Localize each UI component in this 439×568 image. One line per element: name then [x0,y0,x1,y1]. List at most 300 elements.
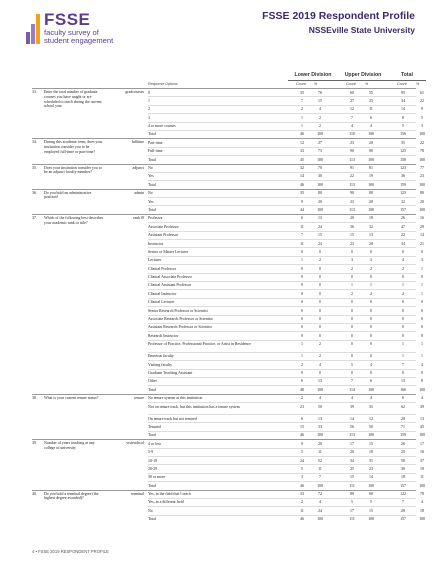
question-variable: fulltime [131,140,144,145]
count-cell: 0 [301,325,303,330]
percent-cell: 29 [420,224,424,229]
question-variable: admin [134,190,144,195]
count-cell: 0 [402,333,404,338]
table-row [148,353,423,361]
logo-bars-icon [26,14,40,44]
percent-cell: 25 [369,98,373,103]
count-cell: 0 [402,317,404,322]
question-block [32,214,425,394]
response-option: 10-19 [148,458,158,463]
question-block [32,138,425,163]
response-option: Total [148,517,156,522]
percent-cell: 4 [370,124,372,129]
count-cell: 46 [300,132,304,137]
count-cell: 0 [301,300,303,305]
percent-cell: 27 [318,140,322,145]
count-cell: 30 [401,466,405,471]
count-cell: 0 [301,371,303,375]
table-row [148,395,423,403]
count-cell: 12 [350,107,354,112]
response-option: No tenure system at this institution [148,396,203,401]
response-option: 4 or less [148,441,161,446]
table-row [148,491,424,499]
table-row [148,206,425,213]
percent-cell: 0 [421,317,423,322]
table-row [148,415,424,423]
count-cell: 23 [300,404,304,409]
percent-cell: 21 [420,241,424,246]
table-row [148,190,424,198]
percent-cell: 15 [369,441,373,446]
count-cell: 0 [301,317,303,322]
institution-name: NSSEville State University [308,25,415,35]
subheader-count: Count [346,82,356,86]
count-cell: 27 [350,98,354,103]
table-row [148,386,425,393]
table-row [148,516,425,523]
percent-cell: 100 [317,207,323,212]
count-cell: 7 [351,379,353,384]
count-cell: 47 [401,224,405,229]
percent-cell: 18 [369,450,373,455]
count-cell: 26 [401,216,405,221]
response-option: Tenured [148,424,161,429]
question-text: Do you hold a terminal degree (the highest degree awarded)? [44,491,99,501]
question-text: Which of the following best describes your academic rank or title? [44,215,104,225]
count-cell: 0 [301,283,303,288]
count-cell: 60 [350,90,354,95]
count-cell: 62 [401,404,405,409]
response-option: Total [148,182,156,187]
percent-cell: 19 [420,466,424,471]
count-cell: 0 [351,342,353,347]
table-row [148,499,423,507]
table-row [148,440,424,448]
count-cell: 3 [301,475,303,480]
question-block [32,439,425,489]
count-cell: 5 [301,466,303,471]
table-row [148,282,423,290]
count-cell: 1 [301,342,303,347]
response-option: Lecturer [148,258,162,263]
count-cell: 36 [401,174,405,179]
question-block [32,88,425,138]
response-option: Other [148,379,157,384]
count-cell: 23 [350,199,354,204]
count-cell: 9 [301,199,303,204]
page-footer: 4 • FSSE 2019 RESPONDENT PROFILE [32,549,109,554]
percent-cell: 4 [319,107,321,112]
percent-cell: 24 [318,508,322,513]
count-cell: 46 [300,517,304,522]
percent-cell: 4 [421,500,423,505]
count-cell: 4 [402,258,404,263]
count-cell: 2 [301,396,303,401]
percent-cell: 100 [419,132,425,137]
percent-cell: 2 [319,342,321,347]
count-cell: 14 [350,416,354,421]
response-option: No [148,166,153,171]
response-option: Professor [148,216,163,221]
percent-cell: 0 [421,275,423,280]
table-row [148,165,424,173]
count-cell: 0 [351,371,353,375]
percent-cell: 37 [420,458,424,463]
table-row [148,198,424,206]
table-row [148,148,424,156]
percent-cell: 11 [369,107,373,112]
percent-cell: 0 [370,371,372,375]
percent-cell: 100 [317,517,323,522]
percent-cell: 0 [319,333,321,338]
count-cell: 7 [402,362,404,367]
percent-cell: 15 [318,233,322,238]
count-cell: 58 [401,458,405,463]
percent-cell: 100 [368,182,374,187]
question-variable: adjunct [132,165,144,170]
percent-cell: 1 [421,342,423,347]
table-row [148,290,423,298]
count-cell: 1 [351,283,353,288]
table-row [148,474,424,482]
percent-cell: 100 [317,433,323,438]
table-row [148,378,423,386]
count-cell: 2 [301,500,303,505]
count-cell: 0 [402,308,404,313]
percent-cell: 13 [420,416,424,421]
count-cell: 20 [350,450,354,455]
percent-cell: 22 [420,140,424,145]
count-cell: 0 [301,275,303,280]
count-cell: 114 [349,387,355,392]
percent-cell: 39 [420,404,424,409]
count-cell: 90 [350,149,354,154]
count-cell: 33 [300,149,304,154]
percent-cell: 52 [318,458,322,463]
count-cell: 6 [301,379,303,384]
count-cell: 15 [300,424,304,429]
question-number: 37. [32,215,37,220]
count-cell: 32 [300,166,304,171]
table-row [148,423,424,431]
response-option: No [148,508,153,513]
count-cell: 0 [351,249,353,254]
count-cell: 23 [350,241,354,246]
percent-cell: 2 [319,115,321,120]
percent-cell: 4 [319,396,321,401]
count-cell: 3 [351,258,353,263]
question-block [32,189,425,214]
count-cell: 0 [402,325,404,330]
count-cell: 18 [401,475,405,480]
percent-cell: 16 [420,450,424,455]
percent-cell: 8 [421,379,423,384]
count-cell: 22 [350,174,354,179]
percent-cell: 100 [419,433,425,438]
response-option: Clinical Professor [148,266,176,271]
percent-cell: 23 [420,174,424,179]
count-cell: 110 [349,132,355,137]
count-cell: 5 [351,362,353,367]
count-cell: 17 [350,508,354,513]
count-cell: 46 [300,483,304,488]
percent-cell: 100 [368,517,374,522]
percent-cell: 100 [368,207,374,212]
response-option: Senior or Master Lecturer [148,249,189,254]
table-row [148,274,423,282]
response-option: Clinical Instructor [148,291,177,296]
percent-cell: 4 [421,396,423,401]
count-cell: 159 [400,182,406,187]
count-cell: 2 [351,266,353,271]
count-cell: 11 [300,508,304,513]
count-cell: 26 [401,441,405,446]
percent-cell: 77 [420,166,424,171]
percent-cell: 100 [368,433,374,438]
fsse-logo [26,8,186,50]
count-cell: 23 [350,140,354,145]
table-row [148,131,425,138]
question-number: 33. [32,90,37,94]
table-row [148,97,424,105]
count-cell: 125 [400,149,406,154]
response-option: Yes [148,199,154,204]
count-cell: 15 [350,233,354,238]
percent-cell: 45 [420,424,424,429]
question-number: 36. [32,190,37,195]
count-cell: 90 [350,191,354,196]
table-row [148,465,424,473]
percent-cell: 14 [369,475,373,480]
percent-cell: 18 [369,216,373,221]
percent-cell: 81 [369,166,373,171]
question-variable: terminal [131,491,144,496]
percent-cell: 0 [421,333,423,338]
percent-cell: 3 [421,258,423,263]
table-row [148,240,424,248]
percent-cell: 0 [421,300,423,305]
percent-cell: 0 [421,249,423,254]
percent-cell: 0 [370,342,372,347]
percent-cell: 100 [368,483,374,488]
count-cell: 1 [301,115,303,120]
count-cell: 113 [349,182,355,187]
response-option: Visiting faculty [148,362,173,367]
question-text: Number of years teaching at any college or university [44,441,95,451]
count-cell: 1 [402,342,404,347]
question-text: What is your current tenure status? [44,395,99,400]
question-block [32,490,425,524]
count-cell: 25 [401,450,405,455]
question-text: Enter the total number of graduate courses you have taught or are scheduled to teach during the current school year. [44,90,102,109]
response-option: Part-time [148,140,163,145]
count-cell: 156 [400,132,406,137]
count-cell: 113 [349,207,355,212]
column-subheader: Response Options Count % Count % Count % [148,82,420,86]
percent-cell: 5 [370,500,372,505]
table-row [148,457,424,465]
count-cell: 0 [301,333,303,338]
count-cell: 2 [402,266,404,271]
table-row [148,299,423,307]
question-number: 38. [32,395,37,400]
table-row [148,403,424,415]
percent-cell: 9 [421,107,423,112]
count-cell: 22 [401,233,405,238]
question-block [32,394,425,440]
question-text: Does your institution consider you to be an adjunct faculty member? [44,165,102,175]
count-cell: 6 [301,216,303,221]
count-cell: 20 [350,216,354,221]
percent-cell: 100 [419,157,425,162]
percent-cell: 18 [420,508,424,513]
percent-cell: 55 [369,90,373,95]
percent-cell: 0 [319,266,321,271]
count-cell: 157 [400,207,406,212]
percent-cell: 100 [419,517,425,522]
response-option: 2 [148,107,150,112]
percent-cell: 2 [319,258,321,263]
subheader-count: Count [296,82,306,86]
count-cell: 1 [301,124,303,129]
response-option: Total [148,207,156,212]
percent-cell: 1 [421,283,423,288]
count-cell: 44 [300,207,304,212]
percent-cell: 100 [419,387,425,392]
percent-cell: 0 [370,308,372,313]
table-row [148,248,423,256]
subheader-pct: % [314,82,318,86]
count-cell: 48 [300,387,304,392]
count-cell: 0 [402,371,404,375]
count-cell: 7 [351,115,353,120]
percent-cell: 0 [370,317,372,322]
percent-cell: 6 [370,379,372,384]
response-option: Instructor [148,241,164,246]
percent-cell: 100 [317,157,323,162]
percent-cell: 7 [319,475,321,480]
percent-cell: 0 [370,249,372,254]
count-cell: 111 [349,483,355,488]
count-cell: 0 [351,317,353,322]
percent-cell: 73 [318,149,322,154]
count-cell: 125 [400,191,406,196]
count-cell: 157 [400,517,406,522]
count-cell: 7 [402,500,404,505]
question-number: 40. [32,491,37,496]
count-cell: 0 [351,325,353,330]
count-cell: 35 [401,140,405,145]
percent-cell: 0 [319,275,321,280]
response-option: Total [148,483,156,488]
percent-cell: 13 [369,233,373,238]
count-cell: 34 [401,98,405,103]
percent-cell: 15 [369,508,373,513]
response-option: 30 or more [148,475,166,480]
count-cell: 9 [301,441,303,446]
percent-cell: 0 [319,371,321,375]
percent-cell: 19 [369,174,373,179]
count-cell: 5 [402,124,404,129]
count-cell: 0 [402,275,404,280]
percent-cell: 3 [370,258,372,263]
percent-cell: 0 [319,308,321,313]
table-row [148,156,425,163]
question-variable: yrsteachcol [126,441,144,446]
percent-cell: 15 [318,98,322,103]
percent-cell: 100 [419,483,425,488]
count-cell: 2 [351,291,353,296]
percent-cell: 0 [370,325,372,330]
group-header-lower: Lower Division [288,72,338,81]
percent-cell: 13 [318,379,322,384]
percent-cell: 61 [420,90,424,95]
question-text: During this academic term, does your institution consider you to be employed full-time or part-time? [44,140,103,154]
percent-cell: 0 [421,371,423,375]
percent-cell: 31 [369,458,373,463]
subheader-pct: % [365,82,369,86]
table-row [148,507,424,515]
page-title: FSSE 2019 Respondent Profile [262,10,415,22]
table-row [148,106,423,114]
count-cell: 35 [300,191,304,196]
count-cell: 160 [400,387,406,392]
percent-cell: 100 [419,207,425,212]
percent-cell: 3 [421,124,423,129]
percent-cell: 30 [318,174,322,179]
count-cell: 35 [300,90,304,95]
percent-cell: 1 [421,354,423,359]
percent-cell: 0 [319,291,321,296]
percent-cell: 100 [419,182,425,187]
response-option: Yes, in a different field [148,500,184,505]
count-cell: 24 [300,458,304,463]
table-row [148,181,425,188]
response-option: 20-29 [148,466,158,471]
percent-cell: 0 [319,325,321,330]
percent-cell: 22 [420,98,424,103]
question-variable: gradcourses [125,90,144,94]
count-cell: 2 [402,291,404,296]
table-row [148,332,423,340]
count-cell: 36 [350,224,354,229]
count-cell: 0 [351,308,353,313]
count-cell: 0 [301,249,303,254]
count-cell: 1 [301,354,303,359]
percent-cell: 11 [420,475,424,480]
percent-cell: 13 [318,216,322,221]
count-cell: 34 [350,458,354,463]
percent-cell: 35 [369,404,373,409]
count-cell: 11 [300,241,304,246]
count-cell: 0 [301,308,303,313]
table-row [148,432,425,439]
table-row [148,123,423,131]
percent-cell: 100 [317,483,323,488]
percent-cell: 100 [317,182,323,187]
count-cell: 13 [401,379,405,384]
response-option: Not on tenure track, but this institution has a tenure system [148,404,240,409]
percent-cell: 0 [319,300,321,305]
count-cell: 5 [351,500,353,505]
subheader-count: Count [397,82,407,86]
percent-cell: 0 [421,308,423,313]
count-cell: 46 [300,433,304,438]
count-cell: 2 [301,362,303,367]
count-cell: 4 [351,124,353,129]
response-option: 1 [148,98,150,103]
response-option: Associate Research Professor or Scientist [148,317,213,322]
